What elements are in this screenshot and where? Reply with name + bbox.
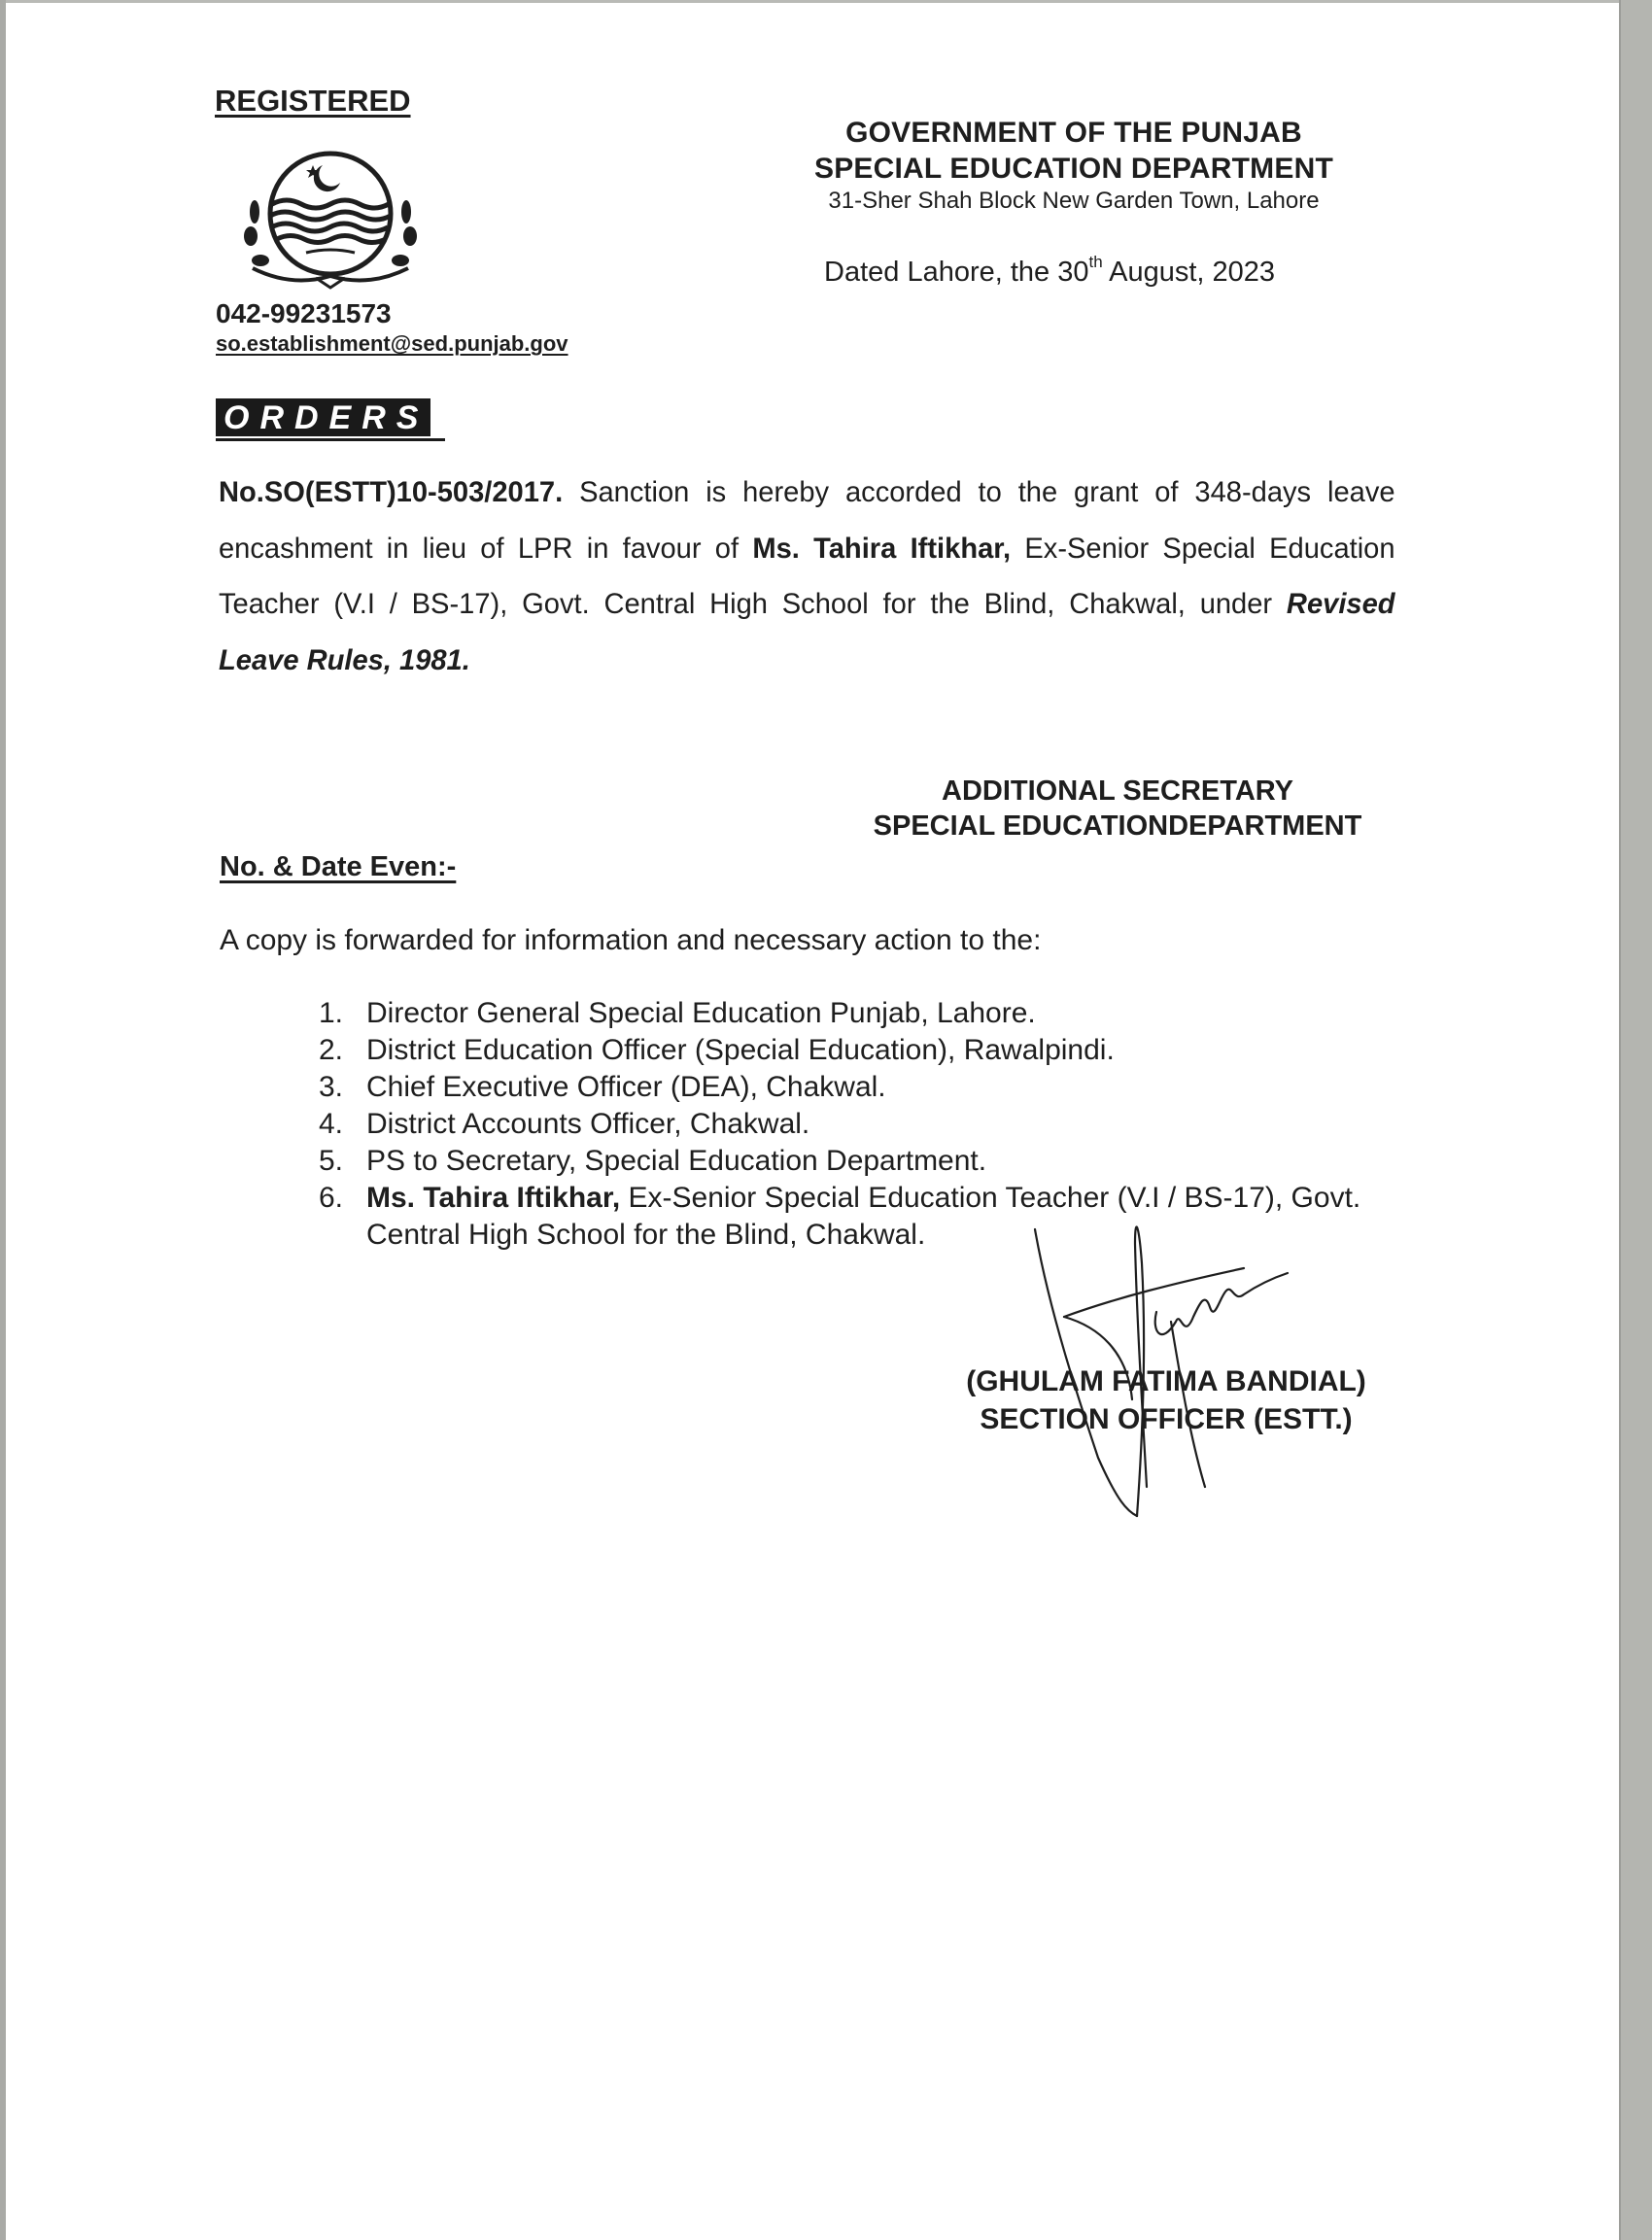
recipient-text: Director General Special Education Punjab, Lahore. <box>366 997 1036 1029</box>
scan-border-top <box>0 0 1652 3</box>
employee-name: Ms. Tahira Iftikhar, <box>752 532 1012 565</box>
government-title: GOVERNMENT OF THE PUNJAB <box>845 117 1302 149</box>
leave-rules: Revised Leave Rules, 1981. <box>219 588 1395 676</box>
endorsement-heading: No. & Date Even:- <box>220 851 457 882</box>
list-number: 5. <box>319 1145 344 1177</box>
list-number: 2. <box>319 1034 344 1066</box>
recipient-text: District Accounts Officer, Chakwal. <box>366 1108 810 1140</box>
list-item <box>311 995 1419 1032</box>
reference-number: No.SO(ESTT)10-503/2017. <box>219 476 564 508</box>
orders-underline <box>216 438 445 441</box>
date-line <box>824 253 1276 289</box>
date-suffix: August, 2023 <box>1102 257 1276 288</box>
order-text-part1: Sanction is hereby accorded to the grant of 348-days leave encashment in lieu of LPR in favour of <box>219 476 1395 565</box>
list-number: 3. <box>319 1071 344 1103</box>
list-item <box>311 1069 1419 1106</box>
recipient-text: PS to Secretary, Special Education Department. <box>366 1145 987 1177</box>
list-number: 6. <box>319 1182 344 1214</box>
date-prefix: Dated Lahore, the 30 <box>824 257 1089 288</box>
department-title: SPECIAL EDUCATION DEPARTMENT <box>814 153 1333 185</box>
order-paragraph <box>219 465 1395 688</box>
order-text-part2: Ex-Senior Special Education Teacher (V.I / BS-17), Govt. Central High School for the Blind, Chakwal, under <box>219 532 1395 620</box>
list-item <box>311 1143 1419 1180</box>
date-ordinal: th <box>1088 253 1103 271</box>
signatory-name: (GHULAM FATIMA BANDIAL) <box>966 1365 1366 1397</box>
scan-border-left <box>0 0 6 2240</box>
recipient-text: Chief Executive Officer (DEA), Chakwal. <box>366 1071 886 1103</box>
department-header <box>758 115 1390 216</box>
list-item <box>311 1106 1419 1143</box>
orders-heading: ORDERS <box>216 398 430 436</box>
registered-label: REGISTERED <box>215 84 411 118</box>
signatory-designation: SECTION OFFICER (ESTT.) <box>980 1403 1353 1435</box>
phone-number: 042-99231573 <box>216 298 392 328</box>
endorsement-intro: A copy is forwarded for information and necessary action to the: <box>220 924 1042 956</box>
recipient-text: Ex-Senior Special Education Teacher (V.I / BS-17), Govt. Central High School for the Blind, Chakwal. <box>366 1182 1361 1251</box>
recipient-bold: Ms. Tahira Iftikhar, <box>366 1182 621 1214</box>
government-of-punjab-emblem-icon <box>233 144 428 290</box>
department-address: 31-Sher Shah Block New Garden Town, Lahore <box>828 188 1320 214</box>
scan-border-right <box>1619 0 1652 2240</box>
email-link[interactable]: so.establishment@sed.punjab.gov <box>216 331 568 356</box>
list-number: 1. <box>319 997 344 1029</box>
handwritten-signature-icon <box>972 1205 1399 1535</box>
list-number: 4. <box>319 1108 344 1140</box>
first-signatory-block <box>836 774 1399 844</box>
first-signatory-designation: ADDITIONAL SECRETARY <box>942 775 1293 807</box>
recipient-text: District Education Officer (Special Education), Rawalpindi. <box>366 1034 1115 1066</box>
first-signatory-department: SPECIAL EDUCATIONDEPARTMENT <box>873 810 1362 842</box>
list-item <box>311 1032 1419 1069</box>
